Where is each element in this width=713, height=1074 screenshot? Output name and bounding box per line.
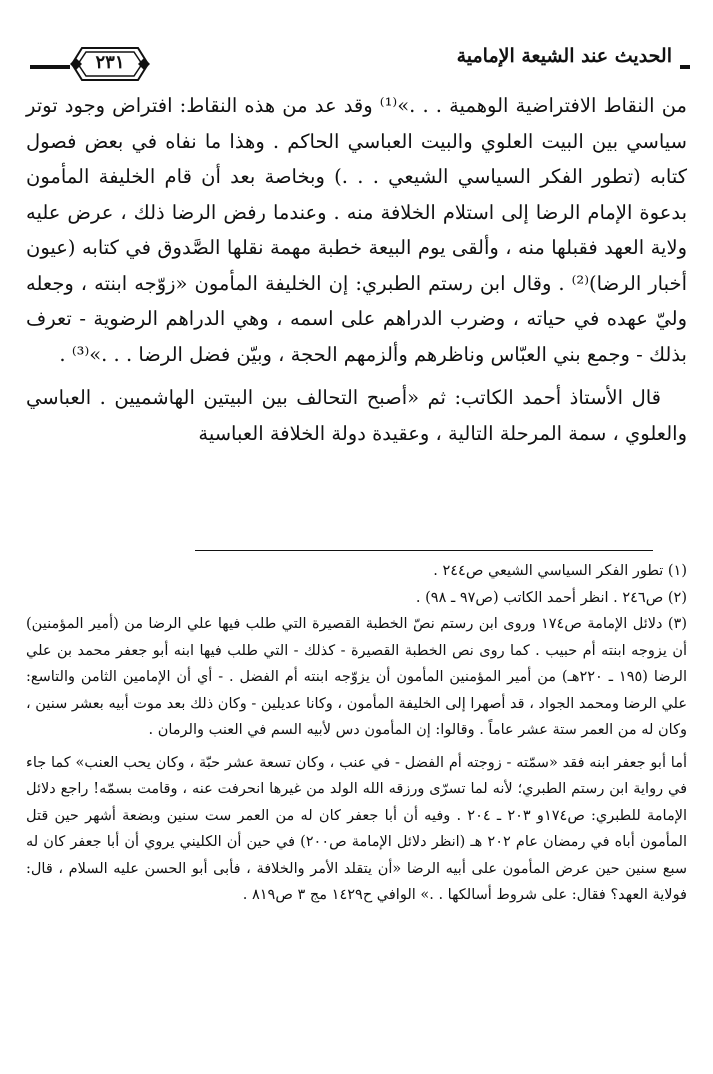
footnotes xyxy=(26,558,687,909)
paragraph-1: من النقاط الافتراضية الوهمية . . .»⁽¹⁾ وقد عد من هذه النقاط: افتراض وجود توتر سياسي بين البيت العلوي والبيت العباسي الحاكم . وهذا ما نفاه في بعض فصول كتابه (تطور الفكر السياسي الشيعي . . .) وبخاصة بعد أن قام الخليفة المأمون بدعوة الإمام الرضا إلى استلام الخلافة منه . وعندما رفض الرضا ذلك ، عرض عليه ولاية العهد فقبلها منه ، وألقى يوم البيعة خطبة مهمة نقلها الصَّدوق في كتابه (عيون أخبار الرضا)⁽²⁾ . وقال ابن رستم الطبري: إن الخليفة المأمون «زوّجه ابنته ، وجعله وليّ عهده في حياته ، وضرب الدراهم على اسمه ، وهي الدراهم الرضوية - تعرف بذلك - وجمع بني العبّاس وناظرهم وألزمهم الحجة ، وبيّن فضل الرضا . . .»⁽³⁾ . xyxy=(26,94,687,366)
page-number-ornament xyxy=(70,44,150,84)
header-rule-left xyxy=(30,65,70,69)
page-number: ٢٣١ xyxy=(95,52,125,73)
footnote-1: (١) تطور الفكر السياسي الشيعي ص٢٤٤ . xyxy=(433,563,687,579)
footnote-3-continued: أما أبو جعفر ابنه فقد «سمّته - زوجته أم الفضل - في عنب ، وكان تسعة عشر حبّة ، وكان يحب العنب» كما جاء في رواية ابن رستم الطبري؛ لأنه لما تسرّى ورزقه الله الولد من غيرها انحرفت عنه ، وقامت بسمّه! راجع دلائل الإمامة للطبري: ص١٧٤و ٢٠٣ ـ ٢٠٤ . وفيه أن أبا جعفر كان له من العمر ست سنين وبضعة أشهر حين قتل المأمون أباه في رمضان عام ٢٠٢ هـ (انظر دلائل الإمامة ص٢٠٠) في حين أن الكليني يروي أن أبا جعفر كان له سبع سنين حين عرض المأمون على أبيه الرضا «أن يتقلد الأمر والخلافة ، فأبى أبو الحسن عليه السلام ، قال: فولاية العهد؟ فقال: على شروط أسالكها . .» الوافي ح١٤٢٩ مج ٣ ص٨١٩ . xyxy=(26,754,688,903)
paragraph-2: قال الأستاذ أحمد الكاتب: ثم «أصبح التحالف بين البيتين الهاشميين . العباسي والعلوي ، سمة المرحلة التالية ، وعقيدة دولة الخلافة العباسية xyxy=(26,386,687,445)
footnote-2: (٢) ص٢٤٦ . انظر أحمد الكاتب (ص٩٧ ـ ٩٨) . xyxy=(415,589,687,606)
footnote-divider xyxy=(195,550,653,551)
running-title: الحديث عند الشيعة الإمامية xyxy=(449,38,680,74)
footnote-3: (٣) دلائل الإمامة ص١٧٤ وروى ابن رستم نصّ الخطبة القصيرة التي طلب فيها علي الرضا من (أمير المؤمنين) أن يزوجه ابنته أم حبيب . كما روى نص الخطبة القصيرة - كذلك - التي طلب فيها ابنه أبو جعفر محمد بن علي الرضا (١٩٥ ـ ٢٢٠هـ) من أمير المؤمنين المأمون أن يزوّجه ابنته أم الفضل . - أي أن الإمامين الثامن والتاسع: علي الرضا ومحمد الجواد ، قد أصهرا إلى الخليفة المأمون ، وكانا عديلين - وكان ذلك بعد موت أبيه بعشر سنين ، وكان له من العمر ستة عشر عاماً . وقالوا: إن المأمون دس لأبيه السم في العنب والرمان . xyxy=(26,616,688,738)
main-text xyxy=(26,88,687,451)
page-header xyxy=(30,38,690,84)
